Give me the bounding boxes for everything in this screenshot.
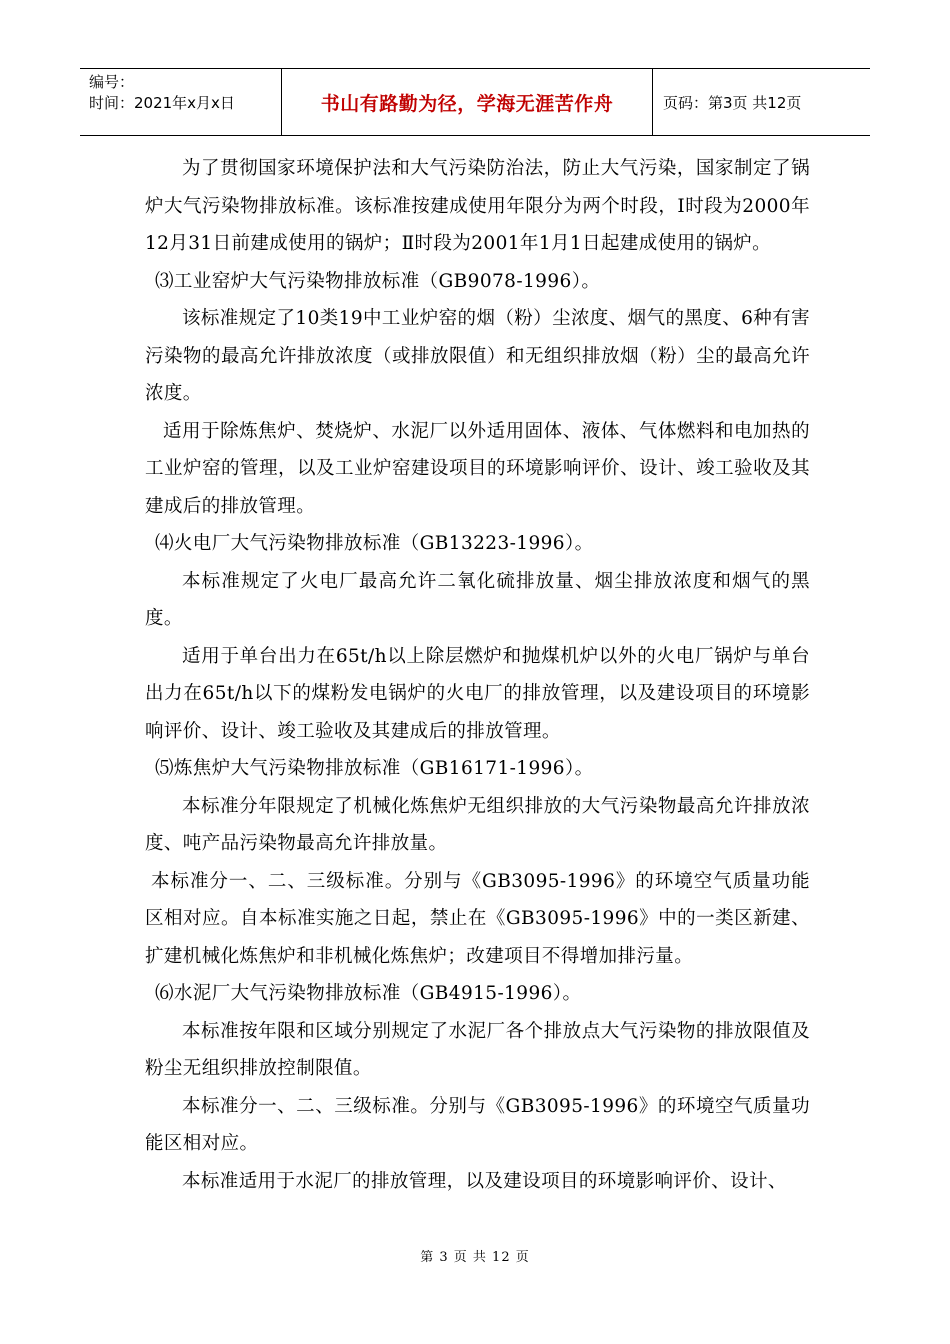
page-footer: 第 3 页 共 12 页 — [420, 1250, 530, 1265]
section-heading-5: ⑸炼焦炉大气污染物排放标准（GB16171-1996）。 — [155, 758, 594, 779]
section-heading-4: ⑷火电厂大气污染物排放标准（GB13223-1996）。 — [155, 533, 594, 554]
paragraph-cement-application: 本标准适用于水泥厂的排放管理，以及建设项目的环境影响评价、设计、 — [182, 1170, 787, 1192]
time-label: 时间：2021年x月x日 — [89, 94, 235, 112]
number-label: 编号： — [89, 73, 135, 91]
paragraph-power-scope: 本标准规定了火电厂最高允许二氧化硫排放量、烟尘排放浓度和烟气的黑度。 — [145, 570, 810, 629]
header-page-label: 页码：第3页 共12页 — [663, 93, 802, 112]
paragraph-coke-scope: 本标准分年限规定了机械化炼焦炉无组织排放的大气污染物最高允许排放浓度、吨产品污染物最高允许排放量。 — [145, 795, 810, 854]
header-meta — [80, 69, 282, 135]
section-heading-3: ⑶工业窑炉大气污染物排放标准（GB9078-1996）。 — [155, 270, 601, 292]
paragraph-cement-scope: 本标准按年限和区域分别规定了水泥厂各个排放点大气污染物的排放限值及粉尘无组织排放控制限值。 — [145, 1020, 810, 1079]
paragraph-cement-levels: 本标准分一、二、三级标准。分别与《GB3095-1996》的环境空气质量功能区相对应。 — [145, 1095, 810, 1154]
paragraph-power-application: 适用于单台出力在65t/h以上除层燃炉和抛煤机炉以外的火电厂锅炉与单台出力在65t/h以下的煤粉发电锅炉的火电厂的排放管理，以及建设项目的环境影响评价、设计、竣工验收及其建成后的排放管理。 — [145, 645, 810, 742]
header-motto: 书山有路勤为径，学海无涯苦作舟 — [282, 69, 653, 135]
paragraph-boiler-standard: 为了贯彻国家环境保护法和大气污染防治法，防止大气污染，国家制定了锅炉大气污染物排放标准。该标准按建成使用年限分为两个时段，Ⅰ时段为2000年12月31日前建成使用的锅炉；Ⅱ时段为2001年1月1日起建成使用的锅炉。 — [145, 158, 810, 254]
section-heading-6: ⑹水泥厂大气污染物排放标准（GB4915-1996）。 — [155, 983, 582, 1004]
document-body — [145, 150, 810, 1200]
paragraph-kiln-application: 适用于除炼焦炉、焚烧炉、水泥厂以外适用固体、液体、气体燃料和电加热的工业炉窑的管理，以及工业炉窑建设项目的环境影响评价、设计、竣工验收及其建成后的排放管理。 — [145, 420, 810, 517]
paragraph-kiln-scope: 该标准规定了10类19中工业炉窑的烟（粉）尘浓度、烟气的黑度、6种有害污染物的最高允许排放浓度（或排放限值）和无组织排放烟（粉）尘的最高允许浓度。 — [145, 308, 810, 404]
page-header — [80, 68, 870, 136]
paragraph-coke-levels: 本标准分一、二、三级标准。分别与《GB3095-1996》的环境空气质量功能区相对应。自本标准实施之日起，禁止在《GB3095-1996》中的一类区新建、扩建机械化炼焦炉和非机械化炼焦炉；改建项目不得增加排污量。 — [145, 870, 810, 967]
